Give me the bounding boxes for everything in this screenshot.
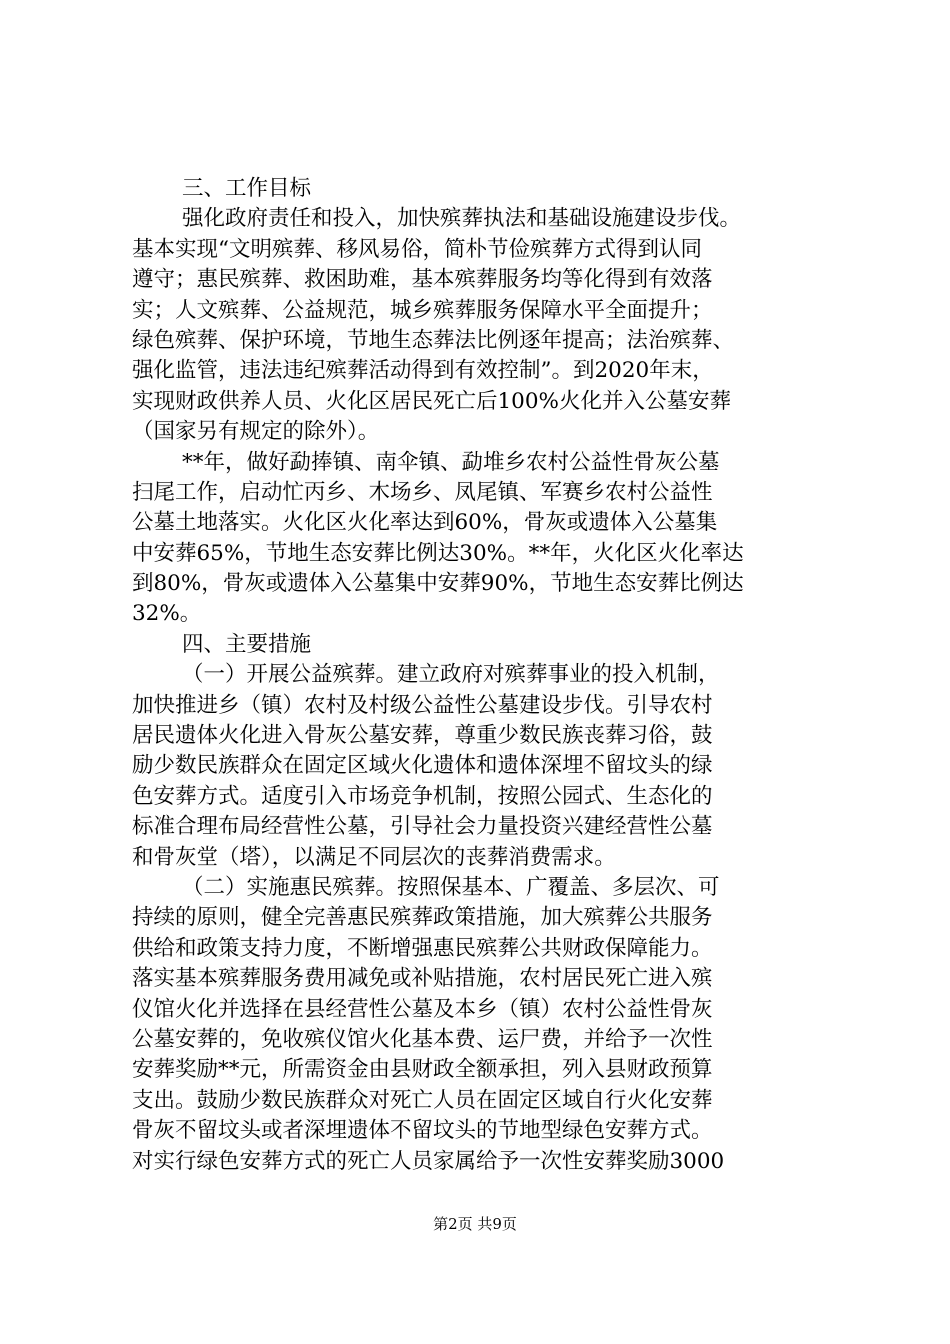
paragraph-line: 基本实现“文明殡葬、移风易俗，简朴节俭殡葬方式得到认同 <box>132 236 702 262</box>
paragraph-line: 和骨灰堂（塔），以满足不同层次的丧葬消费需求。 <box>132 844 616 870</box>
paragraph-line: 强化监管，违法违纪殡葬活动得到有效控制”。到2020年末， <box>132 358 714 384</box>
paragraph-line: 支出。鼓励少数民族群众对死亡人员在固定区域自行火化安葬 <box>132 1087 713 1113</box>
paragraph-line: 扫尾工作，启动忙丙乡、木场乡、凤尾镇、军赛乡农村公益性 <box>132 479 713 505</box>
paragraph-line: 对实行绿色安葬方式的死亡人员家属给予一次性安葬奖励3000 <box>132 1148 725 1174</box>
paragraph-line: 安葬奖励**元，所需资金由县财政全额承担，列入县财政预算 <box>132 1057 713 1083</box>
paragraph-line: 到80%，骨灰或遗体入公墓集中安葬90%，节地生态安葬比例达 <box>132 571 744 597</box>
section-heading-measures: 四、主要措施 <box>182 631 312 657</box>
paragraph-line: 绿色殡葬、保护环境，节地生态葬法比例逐年提高；法治殡葬、 <box>132 327 735 353</box>
paragraph-line: 公墓土地落实。火化区火化率达到60%，骨灰或遗体入公墓集 <box>132 510 718 536</box>
paragraph-line: 实；人文殡葬、公益规范，城乡殡葬服务保障水平全面提升； <box>132 297 713 323</box>
paragraph-line: （二）实施惠民殡葬。按照保基本、广覆盖、多层次、可 <box>182 874 720 900</box>
paragraph-line: 供给和政策支持力度，不断增强惠民殡葬公共财政保障能力。 <box>132 935 713 961</box>
paragraph-line: 落实基本殡葬服务费用减免或补贴措施，农村居民死亡进入殡 <box>132 966 713 992</box>
paragraph-line: （国家另有规定的除外）。 <box>132 419 380 445</box>
section-heading-goals: 三、工作目标 <box>182 176 312 201</box>
page-number-footer: 第2页 共9页 <box>433 1215 517 1233</box>
paragraph-line: 强化政府责任和投入，加快殡葬执法和基础设施建设步伐。 <box>182 206 742 232</box>
paragraph-line: 32%。 <box>132 601 202 627</box>
paragraph-line: **年，做好勐捧镇、南伞镇、勐堆乡农村公益性骨灰公墓 <box>182 449 720 475</box>
paragraph-line: 仪馆火化并选择在县经营性公墓及本乡（镇）农村公益性骨灰 <box>132 996 713 1022</box>
paragraph-line: 持续的原则，健全完善惠民殡葬政策措施，加大殡葬公共服务 <box>132 905 713 931</box>
paragraph-line: 加快推进乡（镇）农村及村级公益性公墓建设步伐。引导农村 <box>132 692 713 718</box>
paragraph-line: 骨灰不留坟头或者深埋遗体不留坟头的节地型绿色安葬方式。 <box>132 1118 713 1144</box>
paragraph-line: 遵守；惠民殡葬、救困助难，基本殡葬服务均等化得到有效落 <box>132 267 713 293</box>
paragraph-line: （一）开展公益殡葬。建立政府对殡葬事业的投入机制， <box>182 662 720 688</box>
paragraph-line: 公墓安葬的，免收殡仪馆火化基本费、运尸费，并给予一次性 <box>132 1026 713 1052</box>
paragraph-line: 色安葬方式。适度引入市场竞争机制，按照公园式、生态化的 <box>132 783 713 809</box>
paragraph-line: 励少数民族群众在固定区域火化遗体和遗体深埋不留坟头的绿 <box>132 753 713 779</box>
paragraph-line: 居民遗体火化进入骨灰公墓安葬，尊重少数民族丧葬习俗，鼓 <box>132 723 713 749</box>
document-body <box>132 174 832 1177</box>
paragraph-line: 标准合理布局经营性公墓，引导社会力量投资兴建经营性公墓 <box>132 814 713 840</box>
paragraph-line: 中安葬65%，节地生态安葬比例达30%。**年，火化区火化率达 <box>132 540 744 566</box>
paragraph-line: 实现财政供养人员、火化区居民死亡后100%火化并入公墓安葬 <box>132 388 731 414</box>
